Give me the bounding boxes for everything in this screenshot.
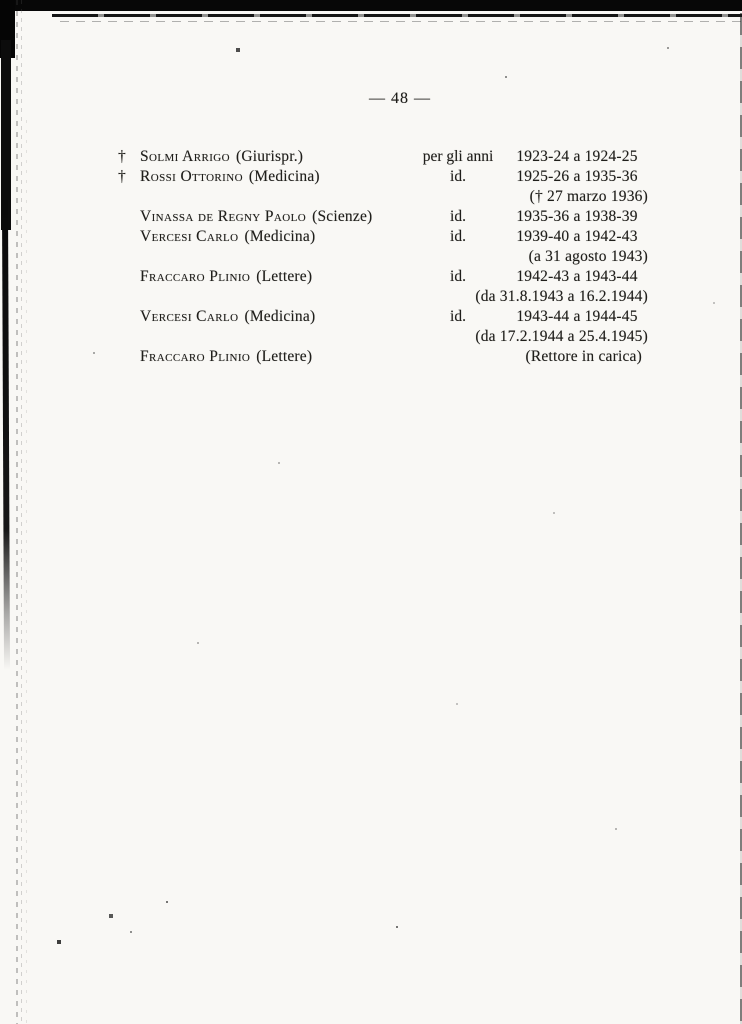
entry-faculty: (Lettere) (256, 348, 313, 365)
years-range: 1923-24 a 1924-25 (516, 148, 638, 165)
entry-note: (a 31 agosto 1943) (528, 248, 648, 265)
entry-name: Fraccaro Plinio (140, 268, 251, 285)
entry-row (118, 147, 650, 167)
note-row (118, 327, 650, 347)
note-row (118, 187, 650, 207)
entry-name: Vercesi Carlo (140, 308, 239, 325)
entry-name: Vercesi Carlo (140, 228, 239, 245)
entry-name-cell (140, 207, 412, 227)
entry-name-cell (140, 227, 412, 247)
entry-row (118, 207, 650, 227)
entry-row (118, 227, 650, 247)
dagger-mark: † (118, 148, 126, 165)
rectors-list (118, 147, 650, 367)
entry-row (118, 307, 650, 327)
entry-faculty: (Scienze) (312, 208, 373, 225)
entry-name: Rossi Ottorino (140, 168, 243, 185)
entry-faculty: (Giurispr.) (235, 148, 304, 165)
entry-name-cell (140, 307, 412, 327)
paper-speckles (0, 0, 2, 2)
period-label: id. (450, 168, 466, 185)
scan-gutter-dots-3 (26, 120, 27, 1024)
entry-row (118, 267, 650, 287)
period-label: per gli anni (422, 148, 494, 165)
years-range: 1935-36 a 1938-39 (516, 208, 638, 225)
entry-faculty: (Medicina) (244, 308, 316, 325)
entry-faculty: (Lettere) (256, 268, 313, 285)
dagger-mark (118, 267, 140, 287)
years-range: 1943-44 a 1944-45 (516, 308, 638, 325)
dagger-mark (118, 347, 140, 367)
scan-gutter-dots (16, 0, 18, 1024)
entry-name-cell (140, 347, 412, 367)
entry-note: (da 31.8.1943 a 16.2.1944) (475, 288, 648, 305)
entry-name: Vinassa de Regny Paolo (140, 208, 307, 225)
entry-name: Fraccaro Plinio (140, 348, 251, 365)
entry-note: († 27 marzo 1936) (529, 188, 648, 205)
dagger-mark (118, 207, 140, 227)
note-row (118, 247, 650, 267)
entry-note: (Rettore in carica) (525, 348, 642, 365)
entry-name: Solmi Arrigo (140, 148, 230, 165)
dagger-mark (118, 227, 140, 247)
period-label: id. (450, 228, 466, 245)
years-range: 1939-40 a 1942-43 (516, 228, 638, 245)
entry-row (118, 347, 650, 367)
dagger-mark (118, 307, 140, 327)
scan-edge-top (0, 0, 742, 11)
entry-name-cell (140, 167, 412, 187)
entry-row (118, 167, 650, 187)
period-label: id. (450, 208, 466, 225)
scan-gutter-line (2, 200, 10, 670)
years-range: 1942-43 a 1943-44 (516, 268, 638, 285)
period-label: id. (450, 308, 466, 325)
dagger-mark: † (118, 168, 126, 185)
scan-frame-line-top (52, 14, 742, 17)
entry-faculty: (Medicina) (248, 168, 320, 185)
entry-name-cell (140, 267, 412, 287)
period-label: id. (450, 268, 466, 285)
page-number: — 48 — (369, 90, 431, 107)
note-row (118, 287, 650, 307)
entry-name-cell (140, 147, 412, 167)
scan-frame-line-top-2 (60, 21, 742, 22)
entry-faculty: (Medicina) (244, 228, 316, 245)
scan-gutter-dots-2 (21, 0, 22, 1024)
years-range: 1925-26 a 1935-36 (516, 168, 638, 185)
entry-note: (da 17.2.1944 a 25.4.1945) (475, 328, 648, 345)
